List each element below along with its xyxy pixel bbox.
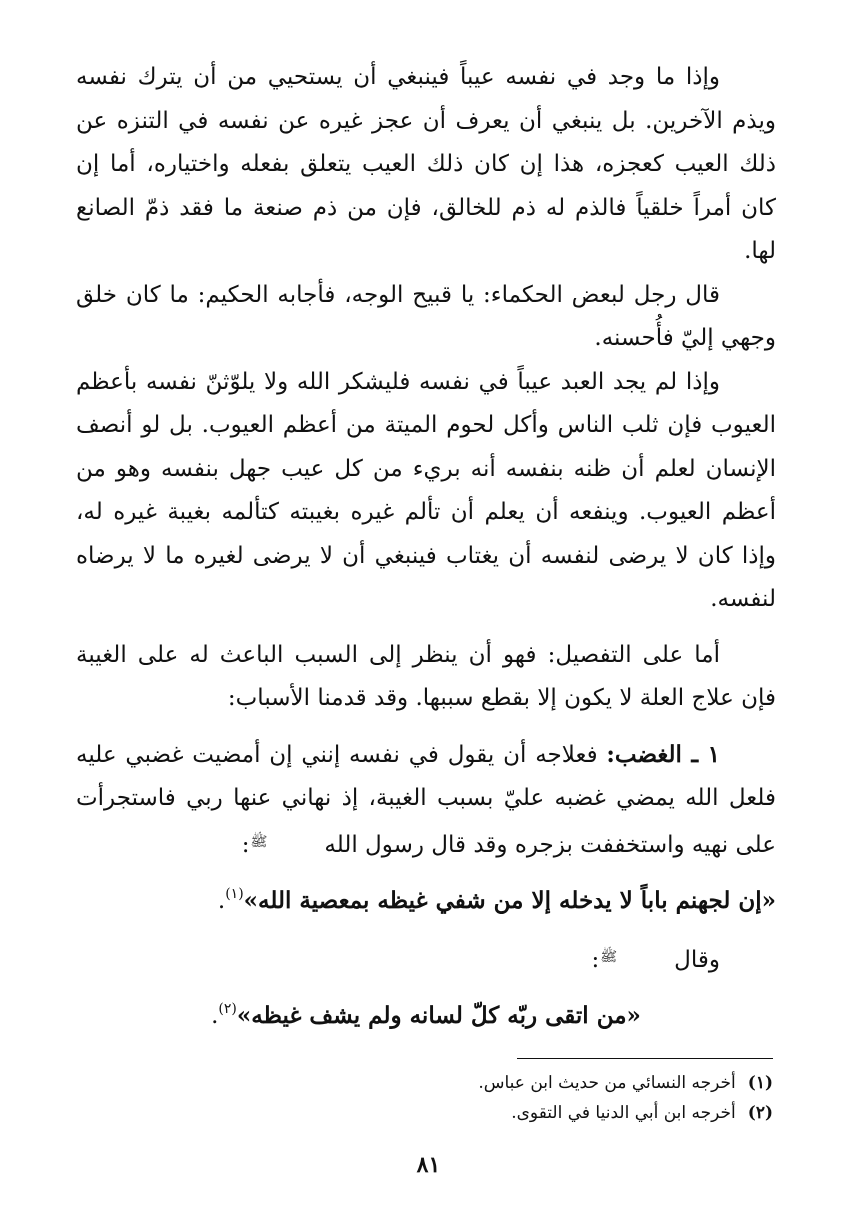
- footnote-1-number: (١): [747, 1073, 773, 1093]
- footnote-2-text: أخرجه ابن أبي الدنيا في التقوى.: [511, 1103, 736, 1123]
- paragraph-3-text: وإذا لم يجد العبد عيباً في نفسه فليشكر الله ولا يلوّثنّ نفسه بأعظم العيوب فإن ثلب الناس وأكل لحوم الميتة من أعظم العيوب. بل لو أنصف الإنسان لعلم أن ظنه بنفسه أنه بريء من كل عيب جهل بنفسه وهو من أعظم العيوب. وينفعه أن يعلم أن تألم غيره بغيبته كتألمه بغيبة غيره له، وإذا كان لا يرضى لنفسه أن يغتاب فينبغي أن لا يرضى لغيره ما لا يرضاه لنفسه.: [76, 368, 776, 612]
- said-line: [76, 936, 776, 983]
- footnote-2: [273, 1098, 773, 1128]
- paragraph-1: [76, 56, 776, 274]
- page-body: [76, 56, 776, 1039]
- said-colon: :: [591, 946, 600, 973]
- hadith-2-end: .: [211, 1003, 219, 1029]
- paragraph-5: [76, 733, 776, 868]
- said-label: وقال: [674, 946, 720, 973]
- salutation-icon-2: ﷺ: [600, 948, 618, 965]
- footnotes: [273, 1068, 773, 1128]
- footnote-divider: [517, 1058, 773, 1059]
- paragraph-5-text: فعلاجه أن يقول في نفسه إنني إن أمضيت غضبي عليه فلعل الله يمضي غضبه عليّ بسبب الغيبة، إذ نهاني عنها ربي فاستجرأت على نهيه واستخففت بزجره وقد قال رسول الله: [76, 741, 776, 858]
- paragraph-4-text: أما على التفصيل: فهو أن ينظر إلى السبب الباعث له على الغيبة فإن علاج العلة لا يكون إلا بقطع سببها. وقد قدمنا الأسباب:: [76, 641, 776, 711]
- paragraph-2-text: قال رجل لبعض الحكماء: يا قبيح الوجه، فأجابه الحكيم: ما كان خلق وجهي إليّ فأُحسنه.: [76, 281, 776, 351]
- footnote-ref-2: (٢): [218, 1001, 237, 1017]
- paragraph-3: [76, 361, 776, 622]
- footnote-2-number: (٢): [747, 1103, 773, 1123]
- paragraph-5-colon: :: [241, 831, 250, 858]
- hadith-2: [76, 994, 776, 1039]
- hadith-1-text: «إن لجهنم باباً لا يدخله إلا من شفي غيظه بمعصية الله»: [243, 887, 776, 914]
- paragraph-4: [76, 634, 776, 721]
- salutation-icon: ﷺ: [250, 833, 268, 850]
- paragraph-1-text: وإذا ما وجد في نفسه عيباً فينبغي أن يستحيي من أن يترك نفسه ويذم الآخرين. بل ينبغي أن يعرف أن عجز غيره عن نفسه في التنزه عن ذلك العيب كعجزه، هذا إن كان ذلك العيب يتعلق بفعله واختياره، أما إن كان أمراً خلقياً فالذم له ذم للخالق، فإن من ذم صنعة ما فقد ذمّ الصانع لها.: [76, 64, 776, 264]
- hadith-1-end: .: [217, 888, 226, 914]
- footnote-1-text: أخرجه النسائي من حديث ابن عباس.: [478, 1073, 736, 1093]
- footnote-1: [273, 1068, 773, 1098]
- section-heading-anger: ١ ـ الغضب:: [606, 740, 720, 768]
- paragraph-2: [76, 274, 776, 361]
- footnote-ref-1: (١): [225, 886, 244, 902]
- hadith-1: [76, 879, 776, 924]
- page-number: ٨١: [416, 1152, 441, 1178]
- hadith-2-text: «من اتقى ربّه كلّ لسانه ولم يشف غيظه»: [236, 1002, 641, 1029]
